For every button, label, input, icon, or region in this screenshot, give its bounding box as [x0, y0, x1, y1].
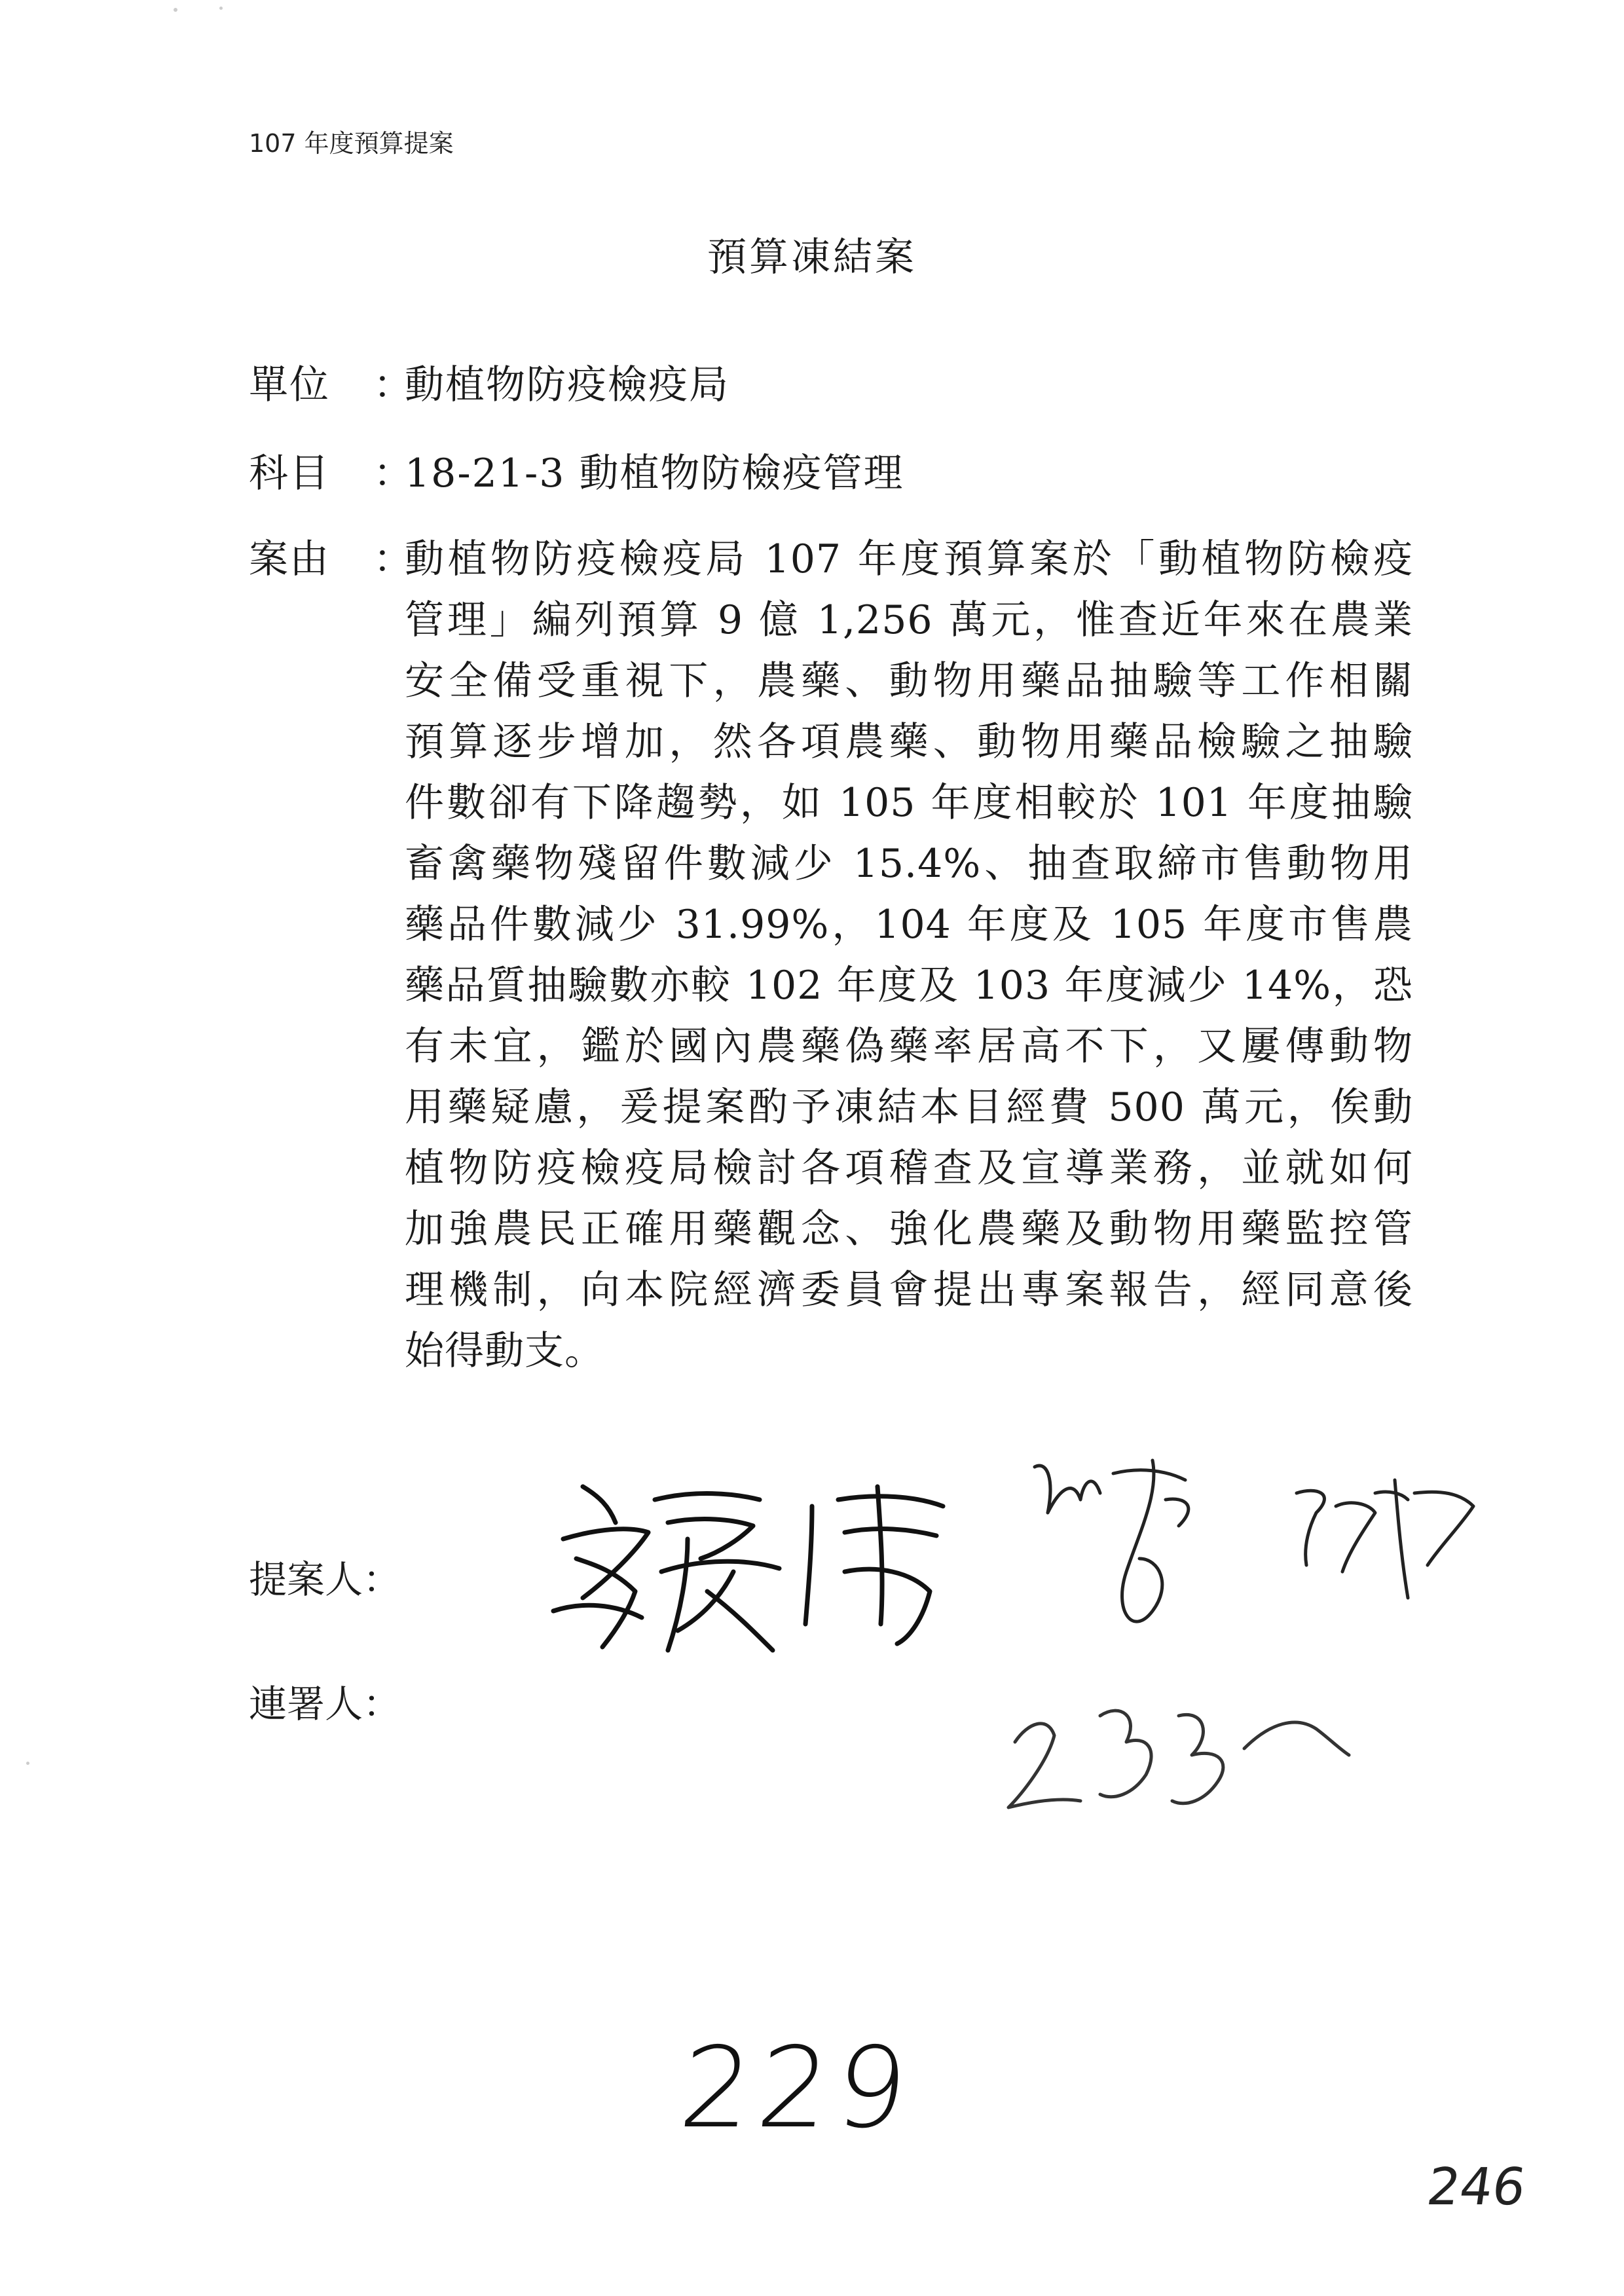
reason-line: 畜禽藥物殘留件數減少 15.4%、抽查取締市售動物用 — [405, 841, 1413, 887]
colon: ： — [373, 451, 413, 496]
reason-line: 用藥疑慮，爰提案酌予凍結本目經費 500 萬元，俟動 — [405, 1084, 1413, 1130]
cosigner-signature-2 — [1277, 1454, 1486, 1611]
reason-line: 安全備受重視下，農藥、動物用藥品抽驗等工作相關 — [405, 658, 1413, 704]
reason-line: 有未宜，鑑於國內農藥偽藥率居高不下，又屢傳動物 — [405, 1024, 1413, 1069]
unit-label: 單位 — [249, 362, 330, 408]
cosigner-row — [249, 1673, 401, 1728]
reason-line: 管理」編列預算 9 億 1,256 萬元，惟查近年來在農業 — [405, 597, 1413, 643]
subject-value: 18-21-3 動植物防檢疫管理 — [405, 451, 904, 496]
subject-label: 科目 — [249, 451, 330, 496]
document-title: 預算凍結案 — [707, 234, 917, 280]
reason-line: 動植物防疫檢疫局 107 年度預算案於「動植物防檢疫 — [405, 536, 1413, 582]
header-label: 107 年度預算提案 — [249, 129, 454, 158]
subject-row — [249, 442, 904, 498]
cosigner-signature-3 — [995, 1676, 1362, 1834]
reason-row — [249, 529, 1413, 1382]
cosigner-signature-1 — [1022, 1441, 1257, 1637]
reason-line: 加強農民正確用藥觀念、強化農藥及動物用藥監控管 — [405, 1206, 1413, 1252]
colon: ： — [373, 362, 413, 408]
unit-value: 動植物防疫檢疫局 — [405, 362, 729, 408]
reason-line: 藥品質抽驗數亦較 102 年度及 103 年度減少 14%，恐 — [405, 963, 1413, 1009]
proposer-label: 提案人： — [249, 1557, 401, 1602]
proposer-signature — [537, 1460, 969, 1663]
unit-row — [249, 354, 729, 410]
page-number: 229 — [674, 2024, 920, 2153]
reason-line: 件數卻有下降趨勢，如 105 年度相較於 101 年度抽驗 — [405, 780, 1413, 826]
cosigner-label: 連署人： — [249, 1682, 401, 1726]
scan-speck — [26, 1762, 29, 1765]
reason-label: 案由 — [249, 536, 330, 582]
scan-speck — [174, 8, 177, 12]
reason-line: 藥品件數減少 31.99%，104 年度及 105 年度市售農 — [405, 902, 1413, 948]
scan-speck — [219, 7, 223, 10]
proposer-row — [249, 1549, 401, 1604]
reason-line: 預算逐步增加，然各項農藥、動物用藥品檢驗之抽驗 — [405, 719, 1413, 765]
reason-line: 植物防疫檢疫局檢討各項稽查及宣導業務，並就如何 — [405, 1145, 1413, 1191]
sheet-number: 246 — [1423, 2158, 1530, 2217]
reason-line: 始得動支。 — [405, 1328, 604, 1374]
reason-line: 理機制，向本院經濟委員會提出專案報告，經同意後 — [405, 1267, 1413, 1313]
colon: ： — [373, 536, 413, 582]
reason-text — [405, 529, 1413, 1382]
